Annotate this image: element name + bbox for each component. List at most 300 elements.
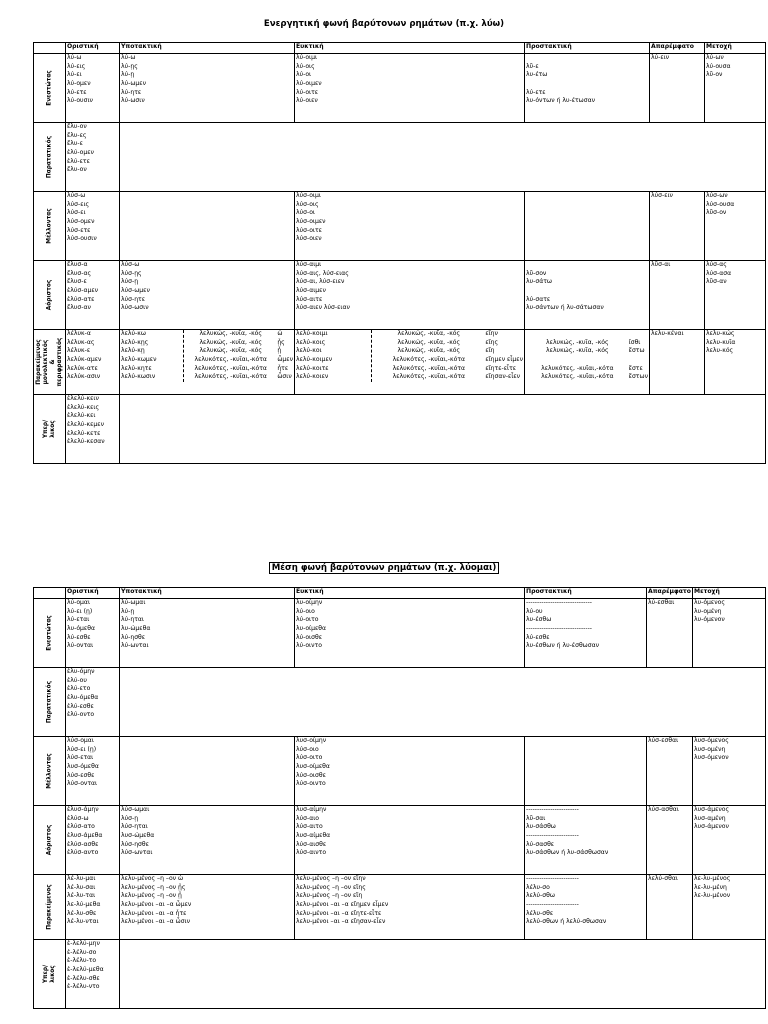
metochi-lines — [706, 54, 764, 80]
aparemfato-value: λῦσ-αι — [651, 261, 671, 268]
efktiki-line: λύσ-οισθε — [296, 771, 326, 779]
ypotaktiki-line: λύσ-ωσιν — [121, 304, 149, 312]
efktiki-line: λύ-οι — [296, 71, 312, 79]
metochi-line: λε-λυ-μένον — [694, 892, 731, 900]
prostaktiki-cell — [525, 875, 647, 940]
prostaktiki-cell — [525, 192, 650, 261]
oristiki-line: ἐλύ-ομεν — [67, 149, 94, 157]
efktiki-line: λύσ-αιεν λύσ-ειαν — [296, 304, 350, 312]
efktiki-line: λελύ-κοιμεν — [296, 356, 333, 364]
efk_verb-lines — [485, 330, 523, 382]
efk_peri-line: λελυκώς, -κυῖα, -κός — [397, 338, 461, 346]
split-part — [629, 330, 648, 382]
col-header-efktiki: Ευκτική — [295, 588, 525, 599]
oristiki-line: ἔλυ-ες — [67, 131, 87, 139]
tense-row-aoristos — [34, 261, 766, 330]
col-header-ypotaktiki: Υποτακτική — [120, 588, 295, 599]
oristiki-cell — [66, 599, 120, 668]
efktiki-line: λύσ-οιεν — [296, 235, 322, 243]
tense-row-mellontas — [34, 737, 766, 806]
oristiki-line: λύσ-εσθε — [67, 771, 95, 779]
prostaktiki-line: ------------------------ — [526, 875, 579, 882]
ypotaktiki-cell — [120, 54, 295, 123]
split-part — [371, 330, 485, 382]
oristiki-line: ἐλελύ-κει — [67, 412, 96, 420]
prostaktiki-line: λῦ-σον — [526, 269, 547, 277]
metochi-line: λυ-ομένη — [694, 607, 722, 615]
oristiki-cell — [66, 940, 120, 1009]
efk_peri-line: λελυκότες, -κυῖαι,-κότα — [392, 364, 466, 372]
ypotaktiki-line: λελυ-μένοι –αι –α ὦσιν — [121, 918, 191, 926]
efktiki-line: λελύ-κοιμι — [296, 330, 328, 337]
col-header-metochi: Μετοχή — [693, 588, 766, 599]
efktiki-line: λυσ-οίμην — [296, 737, 327, 744]
ypotaktiki-line: λελυ-μένοι –αι –α ἦτε — [121, 909, 187, 917]
efktiki-line: λυ-οίμην — [296, 599, 323, 606]
metochi-lines — [694, 737, 764, 763]
aparemfato-value: λελύ-σθαι — [648, 875, 678, 882]
efktiki-line: λύσ-οιμι — [296, 192, 321, 199]
metochi-cell — [693, 806, 766, 875]
oristiki-line: ἔλυ-ον — [67, 166, 87, 174]
oristiki-line: ἔλυσ-αν — [67, 304, 91, 312]
prostaktiki-line: λέλυ-σθε — [526, 909, 554, 917]
ypotaktiki-line: λύ-ῃ — [121, 71, 135, 79]
ypotaktiki-line: λύσ-ωμαι — [121, 806, 150, 813]
efktiki-cell — [295, 875, 525, 940]
oristiki-line: ἐλύσ-αμεν — [67, 287, 99, 295]
tense-row-parakeimenos — [34, 330, 766, 395]
efk_peri-lines — [372, 330, 485, 382]
efk_peri-line: λελυκότες, -κυῖαι,-κότα — [392, 373, 466, 381]
ypotaktiki-line: λύ-ησθε — [121, 633, 146, 641]
ypotaktiki-line: λυσ-ώμεθα — [121, 832, 155, 840]
col-header-prostaktiki: Προστακτική — [525, 588, 647, 599]
oristiki-line: λύ-ω — [67, 54, 82, 61]
tense-label-cell — [34, 940, 66, 1009]
tense-label: Υπερ/λικος — [42, 964, 56, 984]
metochi-line: λυσ-άμενος — [694, 806, 730, 813]
prostaktiki-line: λύ-σασθε — [526, 840, 555, 848]
metochi-line: λύσ-ασα — [706, 269, 732, 277]
ypot_verb-line: ᾖ — [277, 347, 282, 355]
ypotaktiki-cell — [120, 806, 295, 875]
ypotaktiki-lines — [121, 330, 183, 382]
metochi-cell — [693, 599, 766, 668]
prostaktiki-line: λυ-σάτω — [526, 278, 552, 286]
oristiki-line: ἔλυ-ον — [67, 123, 87, 130]
efktiki-split — [296, 330, 523, 382]
tense-row-aoristos — [34, 806, 766, 875]
efktiki-lines — [296, 737, 523, 789]
tense-label-cell — [34, 192, 66, 261]
metochi-line: λυσ-ομένη — [694, 745, 726, 753]
prostaktiki-line: λυ-σάσθων ή λυ-σάσθωσαν — [526, 849, 609, 857]
oristiki-lines — [67, 123, 118, 175]
efktiki-line: λυ-οίμεθα — [296, 625, 327, 633]
prostaktiki-line: ------------------------ — [526, 806, 579, 813]
col-header-metochi: Μετοχή — [705, 43, 766, 54]
oristiki-line: ἐλύσ-ατο — [67, 823, 95, 831]
ypotaktiki-line: λελυ-μένος –η –ον ᾖς — [121, 883, 186, 891]
efktiki-cell — [295, 737, 525, 806]
efktiki-line: λελυ-μένος –η –ον εἴης — [296, 883, 366, 891]
tense-row-ypersyntelikos — [34, 395, 766, 464]
prostaktiki-line — [526, 80, 648, 89]
split-part — [485, 330, 523, 382]
ypot_peri-lines — [184, 330, 277, 382]
oristiki-line: λυ-όμεθα — [67, 625, 95, 633]
ypot_verb-line: ὦσιν — [277, 373, 292, 381]
tense-label-cell — [34, 261, 66, 330]
ypotaktiki-lines — [121, 599, 293, 651]
ypotaktiki-line: λελύ-κῃς — [121, 338, 149, 346]
prostaktiki-line: λῦ-σαι — [526, 814, 546, 822]
aparemfato-value: λελυ-κέναι — [651, 330, 684, 337]
efk_peri-line: λελυκώς, -κυῖα, -κός — [397, 330, 461, 337]
prostaktiki-cell — [525, 599, 647, 668]
prostaktiki-split — [526, 330, 648, 382]
oristiki-lines — [67, 940, 118, 992]
oristiki-line: λελύκ-ασιν — [67, 373, 101, 381]
ypotaktiki-cell — [120, 875, 295, 940]
ypotaktiki-line: λελύ-κω — [121, 330, 146, 337]
efktiki-cell — [295, 192, 525, 261]
efktiki-line: λελύ-κοις — [296, 338, 326, 346]
oristiki-lines — [67, 330, 118, 382]
oristiki-cell — [66, 668, 120, 737]
prostaktiki-line: λυ-έσθω — [526, 616, 552, 624]
oristiki-line: ἐλελύ-κετε — [67, 429, 101, 437]
efktiki-line: λύσ-αιμεν — [296, 287, 326, 295]
oristiki-lines — [67, 737, 118, 789]
prostaktiki-lines — [526, 806, 645, 858]
oristiki-line: ἔλυ-ε — [67, 140, 83, 148]
ypotaktiki-line: λύ-ητε — [121, 88, 142, 96]
metochi-line: λυσ-άμενον — [694, 823, 729, 831]
prostaktiki-line: λυ-σάντων ή λυ-σάτωσαν — [526, 304, 604, 312]
ypotaktiki-line: λύ-ωσιν — [121, 97, 145, 105]
tense-label: Αόριστος — [46, 279, 52, 311]
split-part — [121, 330, 183, 382]
efktiki-line: λύσ-οιτο — [296, 754, 323, 762]
col-header-prostaktiki: Προστακτική — [525, 43, 650, 54]
ypotaktiki-line: λελύ-κῃ — [121, 347, 145, 355]
active-voice-table — [33, 42, 766, 464]
efktiki-line: λύσ-αι, λύσ-ειεν — [296, 278, 345, 286]
oristiki-line: λύσ-εις — [67, 200, 90, 208]
oristiki-line: λύσ-ομαι — [67, 737, 94, 744]
oristiki-lines — [67, 875, 118, 927]
empty-cell — [120, 395, 766, 464]
tense-label-cell — [34, 806, 66, 875]
ypotaktiki-split — [121, 330, 293, 382]
prostaktiki-lines — [526, 599, 645, 651]
tense-label-cell — [34, 54, 66, 123]
oristiki-lines — [67, 261, 118, 313]
oristiki-line: ἐ-λέλυ-ντο — [67, 983, 100, 991]
oristiki-line: ἐ-λέλυ-σο — [67, 948, 97, 956]
oristiki-lines — [67, 395, 118, 447]
efk_peri-line: λελυκώς, -κυῖα, -κός — [397, 347, 461, 355]
efktiki-line: λυσ-αίμεθα — [296, 832, 331, 840]
metochi-line: λελυ-κυῖα — [706, 338, 736, 346]
prost_peri-line: λελυκώς, -κυῖα, -κός — [546, 338, 609, 346]
prost_peri-line: λελυκότες, -κυῖαι,-κότα — [541, 364, 614, 372]
oristiki-line: λέλυκ-ε — [67, 347, 91, 355]
split-part — [526, 330, 629, 382]
prostaktiki-line: λυ-σάσθω — [526, 823, 556, 831]
oristiki-line: λύσ-ονται — [67, 780, 98, 788]
oristiki-line: λύ-ετε — [67, 88, 87, 96]
prostaktiki-cell — [525, 330, 650, 395]
ypot_verb-line: ὦ — [277, 330, 283, 337]
ypotaktiki-line: λύσ-ησθε — [121, 840, 149, 848]
oristiki-line: ἐλύσ-ατε — [67, 295, 95, 303]
ypot_verb-line: ὦμεν — [277, 356, 293, 364]
split-part — [277, 330, 293, 382]
efk_verb-line: εἴητε-εἶτε — [485, 364, 517, 372]
aparemfato-cell — [647, 737, 693, 806]
corner-cell — [34, 43, 66, 54]
prostaktiki-line: λελύ-σθων ή λελύ-σθωσαν — [526, 918, 607, 926]
efktiki-line: λύσ-αιμι — [296, 261, 322, 268]
oristiki-line: ἐ-λέλυ-σθε — [67, 974, 100, 982]
efktiki-lines — [296, 192, 523, 244]
oristiki-cell — [66, 330, 120, 395]
oristiki-cell — [66, 192, 120, 261]
aparemfato-cell — [647, 875, 693, 940]
oristiki-line: λελύκ-ατε — [67, 364, 98, 372]
tense-label: Μέλλοντας — [46, 753, 52, 789]
ypotaktiki-line: λύ-ω — [121, 54, 136, 61]
aparemfato-cell — [650, 261, 705, 330]
oristiki-line: ἐλυσ-άμην — [67, 806, 99, 813]
efktiki-line: λελυ-μένος –η –ον εἴην — [296, 875, 366, 882]
metochi-line: λε-λυ-μένος — [694, 875, 731, 882]
oristiki-line: λέ-λυ-σαι — [67, 883, 96, 891]
metochi-lines — [694, 806, 764, 832]
oristiki-line: ἐλύ-ετο — [67, 685, 91, 693]
metochi-line: λύ-ουσα — [706, 62, 731, 70]
efktiki-cell — [295, 54, 525, 123]
prost_verb-line: ἔστων — [628, 373, 648, 381]
prostaktiki-lines — [526, 875, 645, 927]
col-header-aparemfato: Απαρέμφατο — [650, 43, 705, 54]
prostaktiki-lines — [526, 54, 648, 106]
ypot_peri-line: λελυκώς, -κυῖα, -κός — [199, 338, 262, 346]
prostaktiki-line: ------------------------ — [526, 832, 579, 840]
metochi-lines — [706, 330, 764, 356]
tense-label: Ενεστώτας — [46, 615, 52, 651]
tense-label-cell — [34, 668, 66, 737]
oristiki-line: ἐλύ-ου — [67, 676, 87, 684]
metochi-line: λύσ-ας — [706, 261, 727, 268]
efktiki-line: λύ-οιντο — [296, 642, 322, 650]
prostaktiki-line: λῦ-ε — [526, 62, 539, 70]
ypot_peri-line: λελυκότες, -κυῖαι,-κότα — [194, 373, 267, 381]
tense-label-cell — [34, 330, 66, 395]
oristiki-line: λύ-εσθε — [67, 633, 91, 641]
oristiki-line: ἐλυσ-άμεθα — [67, 832, 103, 840]
ypotaktiki-line: λύσ-ωμεν — [121, 287, 150, 295]
efktiki-line: λύσ-αισθε — [296, 840, 327, 848]
oristiki-line: ἐλελύ-κεις — [67, 403, 100, 411]
oristiki-line: ἐλύσ-αντο — [67, 849, 99, 857]
metochi-line: λῦσ-ον — [706, 209, 727, 217]
tense-label-cell — [34, 737, 66, 806]
tense-label-cell — [34, 875, 66, 940]
col-header-oristiki: Οριστική — [66, 588, 120, 599]
ypot_peri-line: λελυκότες, -κυῖαι,-κότα — [194, 356, 267, 364]
efktiki-line: λυσ-οίμεθα — [296, 763, 330, 771]
efktiki-line: λυσ-αίμην — [296, 806, 327, 813]
metochi-line: λῦσ-αν — [706, 278, 727, 286]
oristiki-line: λύ-ονται — [67, 642, 94, 650]
oristiki-cell — [66, 123, 120, 192]
efk_verb-line: εἴης — [485, 338, 499, 346]
metochi-line: λυ-όμενον — [694, 616, 725, 624]
metochi-lines — [694, 599, 764, 625]
aparemfato-cell — [647, 806, 693, 875]
oristiki-line: ἐλελύ-κεσαν — [67, 438, 105, 446]
ypotaktiki-line: λύ-ωνται — [121, 642, 149, 650]
efk_verb-line: εἴην — [485, 330, 498, 337]
ypotaktiki-cell — [120, 261, 295, 330]
ypotaktiki-cell — [120, 330, 295, 395]
ypot_verb-line: ἦτε — [277, 364, 289, 372]
oristiki-line: λε-λύ-μεθα — [67, 901, 101, 909]
ypotaktiki-line: λύσ-ῃ — [121, 814, 139, 822]
efk_verb-line: εἴημεν εἶμεν — [485, 356, 523, 364]
metochi-cell — [705, 54, 766, 123]
oristiki-line: λύ-ομαι — [67, 599, 91, 606]
empty-cell — [120, 940, 766, 1009]
oristiki-line: λελύκ-αμεν — [67, 356, 102, 364]
efktiki-line: λελύ-κοι — [296, 347, 322, 355]
oristiki-lines — [67, 54, 118, 106]
ypotaktiki-lines — [121, 261, 293, 313]
oristiki-line: λύσ-ετε — [67, 226, 91, 234]
ypotaktiki-line: λελυ-μένοι –αι –α ὦμεν — [121, 901, 192, 909]
efk_peri-line: λελυκότες, -κυῖαι,-κότα — [392, 356, 466, 364]
efktiki-line: λύ-οις — [296, 62, 315, 70]
efktiki-line: λελυ-μένοι –αι –α εἴητε-εἶτε — [296, 909, 382, 917]
ypotaktiki-line: λελυ-μένος –η –ον ᾖ — [121, 892, 182, 900]
prostaktiki-cell — [525, 806, 647, 875]
oristiki-line: ἐλύσ-ω — [67, 814, 89, 822]
efktiki-line: λελυ-μένος –η –ον εἴη — [296, 892, 363, 900]
aparemfato-value: λύσ-εσθαι — [648, 737, 679, 744]
tense-row-enestotas — [34, 54, 766, 123]
oristiki-line: λύ-εις — [67, 62, 86, 70]
efktiki-lines — [296, 806, 523, 858]
prostaktiki-lines — [526, 261, 648, 313]
prostaktiki-line: ------------------------ — [526, 901, 579, 909]
oristiki-line: λύ-ει (ῃ) — [67, 607, 93, 615]
oristiki-cell — [66, 261, 120, 330]
ypot_verb-line: ᾖς — [277, 338, 285, 346]
metochi-line: λελυ-κός — [706, 347, 734, 355]
prostaktiki-line: ------------------------------ — [526, 625, 592, 633]
efktiki-line: λύσ-οιτε — [296, 226, 322, 234]
prostaktiki-line: λύ-ου — [526, 607, 543, 615]
metochi-lines — [706, 261, 764, 287]
efktiki-line: λύσ-αιτο — [296, 823, 323, 831]
efktiki-line: λύσ-οι — [296, 209, 315, 217]
ypotaktiki-line: λύ-ωμεν — [121, 80, 147, 88]
oristiki-line: λέλυκ-ας — [67, 338, 95, 346]
tense-label: Παρακείμενος — [46, 884, 52, 930]
middle-voice-table — [33, 587, 766, 1009]
prost_peri-line: λελυκότες, -κυῖαι,-κότα — [541, 373, 614, 381]
tense-label: Μέλλοντας — [46, 208, 52, 244]
corner-cell — [34, 588, 66, 599]
efktiki-lines — [296, 54, 523, 106]
oristiki-line: λέ-λυ-σθε — [67, 909, 97, 917]
aparemfato-value: λύ-εσθαι — [648, 599, 675, 606]
prostaktiki-cell — [525, 737, 647, 806]
prost_peri-line: λελυκώς, -κυῖα, -κός — [546, 347, 609, 355]
prostaktiki-line: λέλυ-σο — [526, 883, 550, 891]
col-header-aparemfato: Απαρέμφατο — [647, 588, 693, 599]
prost_verb-line: ἔστω — [628, 347, 645, 355]
oristiki-line: λύ-ει — [67, 71, 82, 79]
ypotaktiki-lines — [121, 806, 293, 858]
oristiki-line: λύ-ουσιν — [67, 97, 93, 105]
tense-label: Παρατατικός — [46, 680, 52, 724]
tense-row-enestotas — [34, 599, 766, 668]
efktiki-cell — [295, 599, 525, 668]
oristiki-line: ἐλύ-ετε — [67, 157, 90, 165]
oristiki-lines — [67, 192, 118, 244]
metochi-lines — [706, 192, 764, 218]
prostaktiki-cell — [525, 261, 650, 330]
metochi-line: λύσ-ουσα — [706, 200, 735, 208]
efktiki-cell — [295, 330, 525, 395]
oristiki-line: λύσ-ει — [67, 209, 86, 217]
tense-label: Παρατατικός — [46, 135, 52, 179]
efk_verb-line: εἴησαν-εἶεν — [485, 373, 521, 381]
oristiki-lines — [67, 599, 118, 651]
middle-voice-title — [0, 563, 768, 573]
ypotaktiki-line: λύ-ῃς — [121, 62, 138, 70]
tense-row-parakeimenos — [34, 875, 766, 940]
oristiki-line: ἐλυ-όμην — [67, 668, 95, 675]
prostaktiki-line: λυ-έσθων ή λυ-έσθωσαν — [526, 642, 600, 650]
efktiki-line: λύσ-αιντο — [296, 849, 327, 857]
efktiki-line: λελύ-κοιεν — [296, 373, 329, 381]
efktiki-line: λύ-οισθε — [296, 633, 323, 641]
prostaktiki-line: λυ-έτω — [526, 71, 548, 79]
ypotaktiki-line: λύσ-ηται — [121, 823, 148, 831]
prost_verb-lines — [629, 330, 648, 382]
oristiki-lines — [67, 806, 118, 858]
empty-cell — [120, 123, 766, 192]
efktiki-cell — [295, 261, 525, 330]
oristiki-cell — [66, 737, 120, 806]
metochi-cell — [705, 261, 766, 330]
metochi-line: λυσ-όμενον — [694, 754, 729, 762]
efk_verb-line: εἴη — [485, 347, 495, 355]
efktiki-line: λύ-οιτο — [296, 616, 319, 624]
prostaktiki-cell — [525, 54, 650, 123]
efktiki-line: λύσ-οιμεν — [296, 218, 326, 226]
oristiki-line: ἔλυσ-ας — [67, 269, 92, 277]
ypotaktiki-line: λυ-ώμεθα — [121, 625, 151, 633]
efktiki-line: λελυ-μένοι –αι –α εἴησαν-εἶεν — [296, 918, 386, 926]
oristiki-line: λύσ-ομεν — [67, 218, 95, 226]
